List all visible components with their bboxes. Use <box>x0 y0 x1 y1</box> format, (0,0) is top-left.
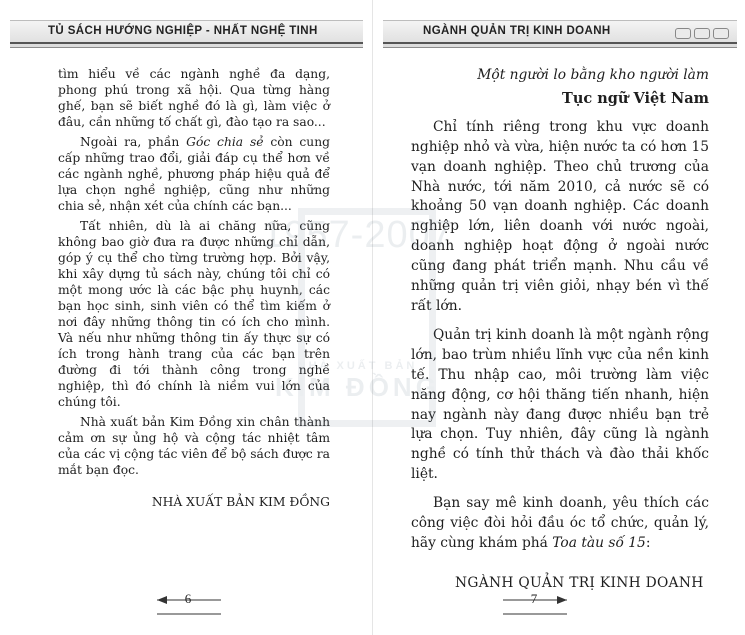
paragraph: Tất nhiên, dù là ai chăng nữa, cũng không bao giờ đưa ra được những chỉ dẫn, góp ý cụ thể cho từng trường hợp. Bởi vậy, khi xây dựng tủ sách này, chúng tôi chỉ có một mong ước là các bậc phụ huynh, các bạn học sinh, sinh viên có thể tìm kiếm ở nơi đây những thông tin có ích cho mình. Và nếu như những thông tin ấy thực sự có ích trong hành trang của các bạn trên đường đi tới thành công trong nghề nghiệp, thì đó chính là niềm vui lớn của chúng tôi. <box>58 219 330 409</box>
right-running-header <box>383 20 737 48</box>
watermark-publisher-line1: NHÀ XUẤT BẢN <box>297 360 418 372</box>
watermark-years: 1957-2007 <box>262 214 453 256</box>
train-window-icon <box>672 26 729 44</box>
emphasis-text: Góc chia sẻ <box>186 135 264 149</box>
paragraph: tìm hiểu về các ngành nghề đa dạng, phong phú trong xã hội. Qua từng hàng ghế, bạn sẽ biết nghề đó là gì, làm việc ở đâu, cần những tố chất gì, đào tạo ra sao... <box>58 67 330 129</box>
chapter-heading: NGÀNH QUẢN TRỊ KINH DOANH <box>455 574 704 591</box>
epigraph-source: Tục ngữ Việt Nam <box>562 89 709 107</box>
paragraph: Bạn say mê kinh doanh, yêu thích các công việc đòi hỏi đầu óc tổ chức, quản lý, hãy cùng khám phá Toa tàu số 15: <box>411 495 709 551</box>
epigraph-quote: Một người lo bằng kho người làm <box>477 67 709 83</box>
right-page-body <box>411 66 709 594</box>
page-number: 7 <box>530 591 538 606</box>
right-header-title: NGÀNH QUẢN TRỊ KINH DOANH <box>423 25 611 37</box>
emphasis-text: Toa tàu số 15 <box>552 534 646 551</box>
left-running-header <box>10 20 363 48</box>
paragraph: Ngoài ra, phần Góc chia sẻ còn cung cấp những trao đổi, giải đáp cụ thể hơn về các ngành nghề, phương pháp hiệu quả để lựa chọn nghề nghiệp, cũng như những chia sẻ, nhận xét của chính các bạn... <box>58 135 330 213</box>
right-page <box>373 0 745 635</box>
left-page-footer <box>155 590 255 620</box>
paragraph: Nhà xuất bản Kim Đồng xin chân thành cảm ơn sự ủng hộ và cộng tác nhiệt tâm của các vị cộng tác viên để bộ sách được ra mắt bạn đọc. <box>58 415 330 477</box>
publisher-signature: NHÀ XUẤT BẢN KIM ĐỒNG <box>151 495 330 509</box>
right-page-footer <box>501 590 601 620</box>
left-page-body <box>58 66 330 510</box>
watermark-publisher-line2: KIM ĐỒNG <box>275 372 440 402</box>
paragraph: Quản trị kinh doanh là một ngành rộng lớn, bao trùm nhiều lĩnh vực của nền kinh tế. Thu nhập cao, môi trường làm việc năng động, cơ hội thăng tiến nhanh, hiện nay ngành này đang được nhiều bạn trẻ lựa chọn. Tuy nhiên, đây cũng là ngành nghề có tính thử thách và đào thải khốc liệt. <box>411 326 709 483</box>
page-number: 6 <box>184 591 192 606</box>
paragraph: Chỉ tính riêng trong khu vực doanh nghiệp nhỏ và vừa, hiện nước ta có hơn 15 vạn doanh nghiệp. Theo chủ trương của Nhà nước, tới năm 2010, cả nước sẽ có khoảng 50 vạn doanh nghiệp. Các doanh nghiệp lớn, liên doanh với nước ngoài, doanh nghiệp hoạt động ở ngoài nước cũng đang phát triển mạnh. Nhu cầu về những quản trị viên giỏi, nhạy bén vì thế rất lớn. <box>411 118 709 314</box>
left-header-title: TỦ SÁCH HƯỚNG NGHIỆP - NHẤT NGHỆ TINH <box>48 25 318 37</box>
left-page <box>0 0 372 635</box>
